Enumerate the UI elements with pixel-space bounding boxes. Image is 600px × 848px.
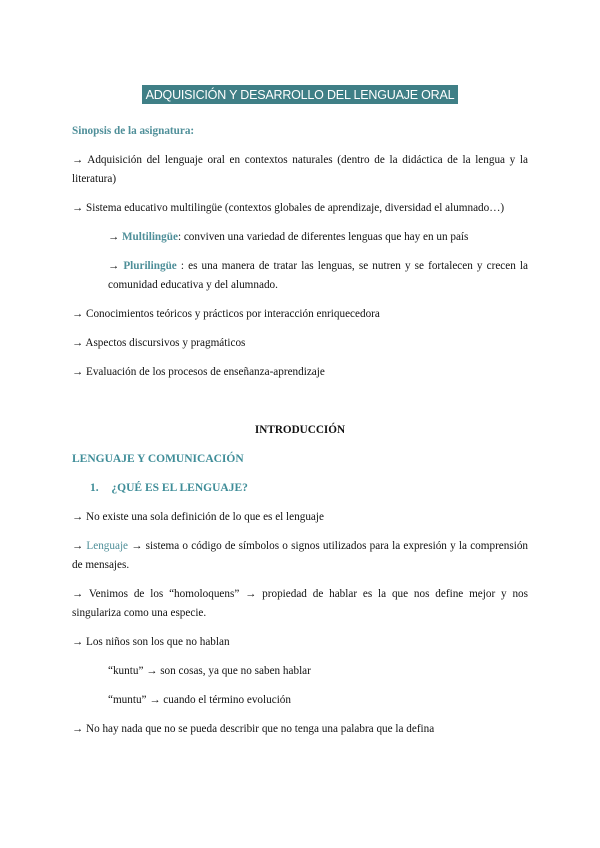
subsection-heading (90, 479, 546, 498)
muntu-line: “muntu” → cuando el término evolución (108, 694, 291, 706)
multilingue-text: : conviven una variedad de diferentes lenguas que hay en un país (177, 231, 469, 243)
bullet-plurilingue-def (108, 257, 528, 295)
bullet-text: Adquisición del lenguaje oral en contextos naturales (dentro de la didáctica de la lengua y la literatura) (72, 154, 528, 185)
synopsis-label-text: Sinopsis de la asignatura: (72, 125, 195, 137)
arrow-icon: → (72, 588, 84, 600)
bullet-text: Aspectos discursivos y pragmáticos (85, 337, 246, 349)
document-title: ADQUISICIÓN Y DESARROLLO DEL LENGUAJE ORAL (142, 85, 459, 104)
plurilingue-text: : es una manera de tratar las lenguas, se nutren y se fortalecen y crecen la comunidad educativa y del alumnado. (108, 260, 529, 291)
bullet-lenguaje-def (72, 537, 528, 575)
arrow-icon: → (131, 540, 143, 552)
bullet-aspectos (72, 334, 528, 353)
section-heading-text: LENGUAJE Y COMUNICACIÓN (72, 453, 244, 465)
arrow-icon: → (72, 202, 84, 214)
arrow-icon: → (72, 636, 84, 648)
synopsis-label (72, 122, 528, 141)
bullet-multilingue-system (72, 199, 528, 218)
bullet-no-definicion (72, 508, 528, 527)
bullet-text: Conocimientos teóricos y prácticos por interacción enriquecedora (85, 308, 380, 320)
lenguaje-term: Lenguaje (86, 540, 129, 552)
bullet-conocimientos (72, 305, 528, 324)
bullet-text: Venimos de los “homoloquens” → propiedad de hablar es la que nos define mejor y nos singulariza como una especie. (72, 588, 528, 619)
arrow-icon: → (72, 540, 84, 552)
kuntu-line: “kuntu” → son cosas, ya que no saben hablar (108, 665, 311, 677)
plurilingue-term: Plurilingüe (123, 260, 177, 272)
intro-heading: INTRODUCCIÓN (254, 424, 346, 436)
bullet-text: Los niños son los que no hablan (85, 636, 230, 648)
bullet-text: Evaluación de los procesos de enseñanza-aprendizaje (85, 366, 325, 378)
arrow-icon: → (72, 308, 84, 320)
subsection-heading-text: ¿QUÉ ES EL LENGUAJE? (111, 482, 248, 494)
bullet-homoloquens (72, 585, 528, 623)
title-wrapper (0, 85, 600, 104)
bullet-text: No existe una sola definición de lo que es el lenguaje (85, 511, 324, 523)
arrow-icon: → (72, 366, 84, 378)
multilingue-term: Multilingüe (121, 231, 178, 243)
bullet-text: Sistema educativo multilingüe (contextos globales de aprendizaje, diversidad el alumnado…) (85, 202, 505, 214)
arrow-icon: → (72, 511, 84, 523)
bullet-text: No hay nada que no se pueda describir que no tenga una palabra que la defina (85, 723, 435, 735)
bullet-evaluacion (72, 363, 528, 382)
lenguaje-def-text: sistema o código de símbolos o signos utilizados para la expresión y la comprensión de mensajes. (72, 540, 529, 571)
arrow-icon: → (108, 260, 120, 272)
bullet-adquisicion (72, 151, 528, 189)
bullet-ninos (72, 633, 528, 652)
bullet-last (72, 720, 528, 739)
bullet-multilingue-def (108, 228, 528, 247)
arrow-icon: → (72, 723, 84, 735)
arrow-icon: → (72, 154, 84, 166)
arrow-icon: → (108, 231, 120, 243)
subsection-number: 1. (90, 482, 99, 494)
section-heading (72, 450, 528, 469)
arrow-icon: → (72, 337, 84, 349)
